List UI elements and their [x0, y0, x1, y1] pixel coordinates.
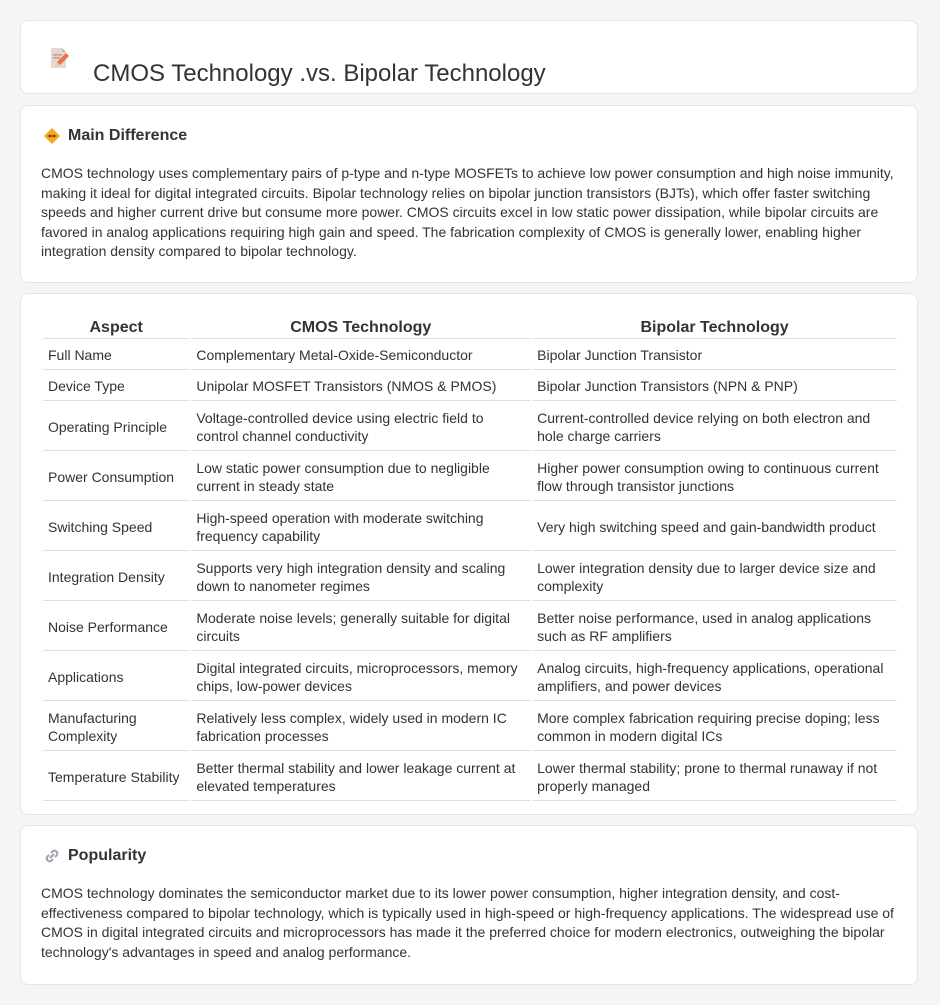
cell-cmos: Complementary Metal-Oxide-Semiconductor [191, 341, 530, 370]
main-difference-header [43, 126, 187, 146]
header-cmos: CMOS Technology [191, 318, 530, 339]
cell-cmos: Digital integrated circuits, microprocessors, memory chips, low-power devices [191, 653, 530, 701]
table-row [43, 553, 897, 601]
table-row [43, 753, 897, 801]
popularity-title: Popularity [68, 847, 147, 864]
popularity-text: CMOS technology dominates the semiconductor market due to its lower power consumption, higher integration density, and cost-effectiveness compared to bipolar technology, which is typically used in high-speed or high-frequency applications. The widespread use of CMOS in digital integrated circuits and microprocessors has made it the preferred choice for modern electronics, outweighing the bipolar technology's advantages in speed and analog performance. [41, 885, 894, 960]
table-row [43, 372, 897, 401]
cell-cmos: Better thermal stability and lower leakage current at elevated temperatures [191, 753, 530, 801]
cell-cmos: High-speed operation with moderate switching frequency capability [191, 503, 530, 551]
table-row [43, 703, 897, 751]
cell-aspect: Switching Speed [43, 503, 189, 551]
table-row [43, 341, 897, 370]
comparison-table [41, 316, 899, 803]
cell-bipolar: Bipolar Junction Transistor [532, 341, 897, 370]
cell-bipolar: Current-controlled device relying on both electron and hole charge carriers [532, 403, 897, 451]
document-pencil-icon [47, 46, 71, 70]
cell-bipolar: Analog circuits, high-frequency applications, operational amplifiers, and power devices [532, 653, 897, 701]
header-bipolar: Bipolar Technology [532, 318, 897, 339]
diamond-arrows-icon [43, 127, 61, 145]
table-header-row [43, 318, 897, 339]
cell-aspect: Full Name [43, 341, 189, 370]
main-difference-title: Main Difference [68, 127, 188, 144]
header-card [20, 20, 918, 94]
cell-bipolar: Better noise performance, used in analog applications such as RF amplifiers [532, 603, 897, 651]
cell-bipolar: Very high switching speed and gain-bandwidth product [532, 503, 897, 551]
cell-bipolar: Lower thermal stability; prone to thermal runaway if not properly managed [532, 753, 897, 801]
cell-bipolar: Lower integration density due to larger device size and complexity [532, 553, 897, 601]
cell-bipolar: Bipolar Junction Transistors (NPN & PNP) [532, 372, 897, 401]
table-row [43, 603, 897, 651]
table-row [43, 653, 897, 701]
table-row [43, 503, 897, 551]
main-difference-text: CMOS technology uses complementary pairs of p-type and n-type MOSFETs to achieve low power consumption and high noise immunity, making it ideal for digital integrated circuits. Bipolar technology relies on bipolar junction transistors (BJTs), which offer faster switching speeds and higher current drive but consume more power. CMOS circuits excel in low static power dissipation, while bipolar circuits are favored in analog applications requiring high gain and speed. The fabrication complexity of CMOS is generally lower, enabling higher integration density compared to bipolar technology. [41, 165, 894, 260]
page-title: CMOS Technology .vs. Bipolar Technology [93, 60, 546, 88]
popularity-header [43, 846, 146, 866]
comparison-table-card [20, 293, 918, 815]
cell-aspect: Temperature Stability [43, 753, 189, 801]
cell-aspect: Noise Performance [43, 603, 189, 651]
cell-aspect: Applications [43, 653, 189, 701]
main-difference-section [20, 105, 918, 283]
cell-aspect: Integration Density [43, 553, 189, 601]
cell-aspect: Device Type [43, 372, 189, 401]
cell-cmos: Unipolar MOSFET Transistors (NMOS & PMOS) [191, 372, 530, 401]
table-row [43, 453, 897, 501]
popularity-section [20, 825, 918, 985]
cell-bipolar: More complex fabrication requiring precise doping; less common in modern digital ICs [532, 703, 897, 751]
link-icon [43, 847, 61, 865]
header-aspect: Aspect [43, 318, 189, 339]
cell-cmos: Voltage-controlled device using electric field to control channel conductivity [191, 403, 530, 451]
cell-bipolar: Higher power consumption owing to continuous current flow through transistor junctions [532, 453, 897, 501]
table-row [43, 403, 897, 451]
cell-aspect: Operating Principle [43, 403, 189, 451]
cell-aspect: Manufacturing Complexity [43, 703, 189, 751]
cell-aspect: Power Consumption [43, 453, 189, 501]
cell-cmos: Low static power consumption due to negligible current in steady state [191, 453, 530, 501]
cell-cmos: Moderate noise levels; generally suitable for digital circuits [191, 603, 530, 651]
cell-cmos: Relatively less complex, widely used in modern IC fabrication processes [191, 703, 530, 751]
cell-cmos: Supports very high integration density and scaling down to nanometer regimes [191, 553, 530, 601]
